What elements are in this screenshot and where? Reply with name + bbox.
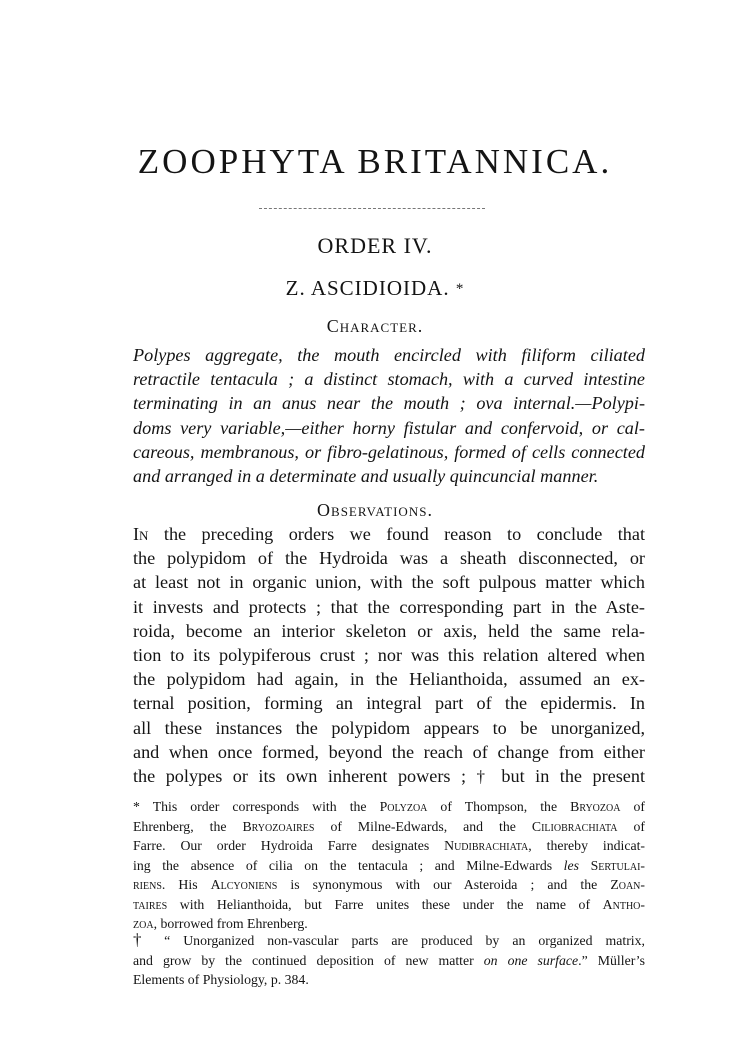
observations-line [133,764,645,789]
taxon-term: Polyzoa [379,799,428,814]
footnote-italic: les [563,857,579,873]
footnote-line [133,817,645,837]
footnote-text: Farre. Our order Hydroida Farre designates [133,838,445,853]
footnote-asterisk [133,797,645,934]
footnote-text: of Milne-Edwards, and the [314,818,532,834]
observations-line: the polypidom of the Hydroida was a sheath disconnected, or [133,548,645,569]
footnote-text: This order corresponds with the [139,799,380,814]
observations-paragraph [133,522,645,789]
footnote-line [133,930,645,951]
footnote-line [133,797,645,817]
character-line: terminating in an anus near the mouth ; ova internal.—Polypi- [133,393,645,414]
dagger-footnote-mark: † [476,767,491,787]
character-line: careous, membranous, or fibro-gelatinous, formed of cells connected [133,441,645,462]
footnote-text: , thereby indicat- [528,838,646,853]
observations-line [133,522,645,546]
taxon-term: taires [133,896,168,912]
observations-line: it invests and protects ; that the corresponding part in the Aste- [133,596,645,617]
footnote-line [133,856,645,876]
character-paragraph [133,343,645,488]
observations-heading: Observations. [317,500,433,520]
observations-line: and when once formed, beyond the reach of change from either [133,741,645,762]
taxon-term: Alcyoniens [210,877,278,892]
observations-line: ternal position, forming an integral part of the epidermis. In [133,693,645,714]
footnote-text: is synonymous with our Asteroida ; and the [277,877,611,892]
footnote-line [133,895,645,915]
character-line: and arranged in a determinate and usually quincuncial manner. [133,466,599,487]
taxon-term: Zoan- [610,877,645,892]
taxon-term: Bryozoa [570,799,621,814]
page-title: ZOOPHYTA BRITANNICA. [137,142,613,181]
order-heading: ORDER IV. [317,233,433,258]
footnote-line: Elements of Physiology, p. 384. [133,972,309,987]
character-heading: Character. [326,316,424,336]
observations-line-text: the preceding orders we found reason to conclude that [148,524,645,544]
observations-line: at least not in organic union, with the soft pulpous matter which [133,572,645,593]
footnote-line [133,875,645,895]
footnote-text: of [620,799,646,814]
footnote-text: , borrowed from Ehrenberg. [153,916,308,931]
observations-line: all these instances the polypidom appears to be unorganized, [133,717,645,738]
taxon-term: Sertulai- [590,857,645,873]
footnote-mark: † [133,930,152,949]
observations-line-text: the polypes or its own inherent powers ; [133,766,467,787]
footnote-text: ing the absence of cilia on the tentacula ; and Milne-Edwards [133,857,564,873]
observations-initial-word: In [133,524,149,544]
observations-line: the polypidom had again, in the Helianthoida, assumed an ex- [133,669,645,690]
observations-line: roida, become an interior skeleton or axis, held the same rela- [133,620,645,641]
observations-line-text: but in the present [490,766,645,787]
footnote-italic: on one surface [483,952,579,968]
observations-line: tion to its polypiferous crust ; nor was this relation altered when [133,645,645,666]
title-divider [259,208,485,209]
footnote-text: with Helianthoida, but Farre unites these under the name of [167,896,603,912]
taxon-term: Bryozoaires [242,818,315,834]
footnote-text: Ehrenberg, the [133,818,243,834]
footnote-mark: * [133,799,140,814]
taxon-term: zoa [133,916,154,931]
taxon-term: riens [133,877,162,892]
footnote-text: .” Müller’s [578,952,646,968]
character-line: doms very variable,—either horny fistular and confervoid, or cal- [133,417,645,438]
footnote-text: of Thompson, the [427,799,571,814]
footnote-text: “ Unorganized non-vascular parts are produced by an organized matrix, [151,933,645,948]
footnote-text: . His [161,877,211,892]
character-line: Polypes aggregate, the mouth encircled with filiform ciliated [133,345,645,365]
taxon-term: Nudibrachiata [444,838,529,853]
footnote-line [133,951,645,971]
footnote-text [579,858,591,873]
taxon-footnote-mark: * [455,281,465,297]
taxon-heading [0,276,750,301]
taxon-term: Ciliobrachiata [531,818,618,834]
taxon-term: Antho- [602,896,645,912]
character-line: retractile tentacula ; a distinct stomach, with a curved intestine [133,369,645,390]
footnote-dagger [133,930,645,990]
footnote-text: of [617,818,645,834]
footnote-line [133,836,645,856]
taxon-name: Z. ASCIDIOIDA. [285,276,450,300]
footnote-text: and grow by the continued deposition of new matter [133,952,484,968]
